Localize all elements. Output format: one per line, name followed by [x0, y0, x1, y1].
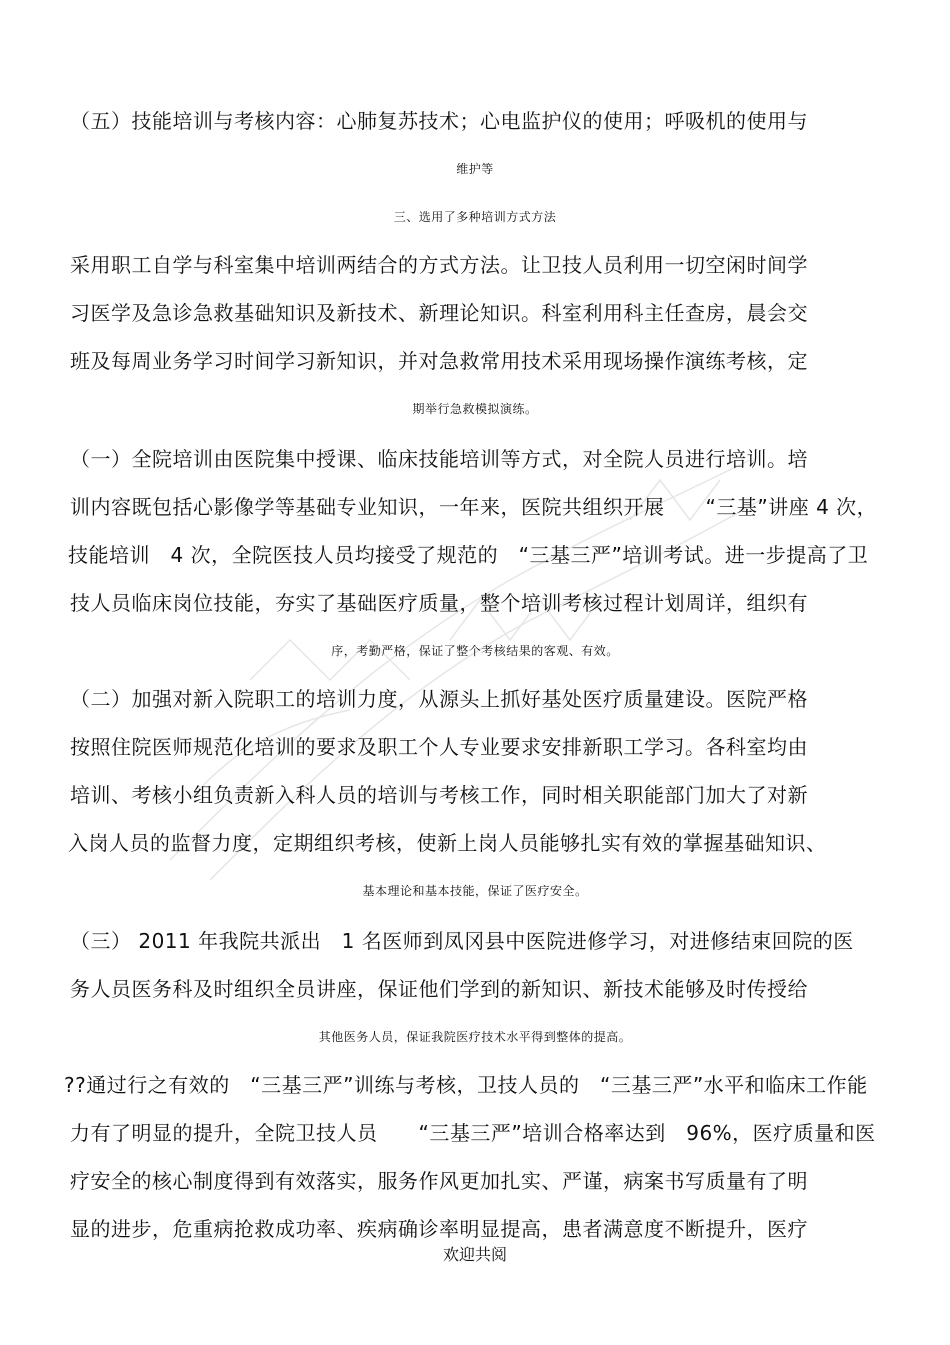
page-footer: 欢迎共阅: [442, 1245, 507, 1264]
section-heading: 三、选用了多种培训方式方法: [393, 210, 557, 224]
text-line: （一）全院培训由医院集中授课、临床技能培训等方式，对全院人员进行培训。培: [70, 447, 808, 471]
text-line: 按照住院医师规范化培训的要求及职工个人专业要求安排新职工学习。各科室均由: [70, 735, 808, 759]
text-line: ??通过行之有效的 “三基三严”训练与考核，卫技人员的 “三基三严”水平和临床工作能: [64, 1073, 868, 1097]
text-line: （三） 2011 年我院共派出 1 名医师到凤冈县中医院进修学习，对进修结束回院的医: [70, 929, 854, 953]
text-line: 其他医务人员，保证我院医疗技术水平得到整体的提高。: [318, 1030, 632, 1044]
text-line: 期举行急救模拟演练。: [412, 402, 538, 416]
text-line: 班及每周业务学习时间学习新知识，并对急救常用技术采用现场操作演练考核，定: [70, 349, 808, 373]
text-line: 基本理论和基本技能，保证了医疗安全。: [362, 884, 588, 898]
text-line: 训内容既包括心影像学等基础专业知识，一年来，医院共组织开展 “三基”讲座 4 次，: [70, 495, 878, 519]
text-line: 力有了明显的提升，全院卫技人员 “三基三严”培训合格率达到 96%，医疗质量和医: [70, 1121, 876, 1145]
text-line: 习医学及急诊急救基础知识及新技术、新理论知识。科室利用科主任查房，晨会交: [70, 301, 808, 325]
text-line: 培训、考核小组负责新入科人员的培训与考核工作，同时相关职能部门加大了对新: [70, 783, 808, 807]
text-line: （五）技能培训与考核内容：心肺复苏技术；心电监护仪的使用；呼吸机的使用与: [70, 109, 808, 133]
text-line: 技人员临床岗位技能，夯实了基础医疗质量，整个培训考核过程计划周详，组织有: [70, 591, 808, 615]
text-line: 显的进步，危重病抢救成功率、疾病确诊率明显提高，患者满意度不断提升，医疗: [70, 1217, 808, 1241]
text-line: 维护等: [456, 162, 494, 176]
text-line: 入岗人员的监督力度，定期组织考核，使新上岗人员能够扎实有效的掌握基础知识、: [68, 831, 827, 855]
text-line: （二）加强对新入院职工的培训力度，从源头上抓好基处医疗质量建设。医院严格: [70, 687, 808, 711]
text-line: 技能培训 4 次，全院医技人员均接受了规范的 “三基三严”培训考试。进一步提高了卫: [68, 543, 869, 567]
text-line: 务人员医务科及时组织全员讲座，保证他们学到的新知识、新技术能够及时传授给: [70, 977, 808, 1001]
text-line: 序，考勤严格，保证了整个考核结果的客观、有效。: [331, 644, 619, 658]
text-line: 采用职工自学与科室集中培训两结合的方式方法。让卫技人员利用一切空闲时间学: [70, 253, 808, 277]
text-line: 疗安全的核心制度得到有效落实，服务作风更加扎实、严谨，病案书写质量有了明: [70, 1169, 808, 1193]
